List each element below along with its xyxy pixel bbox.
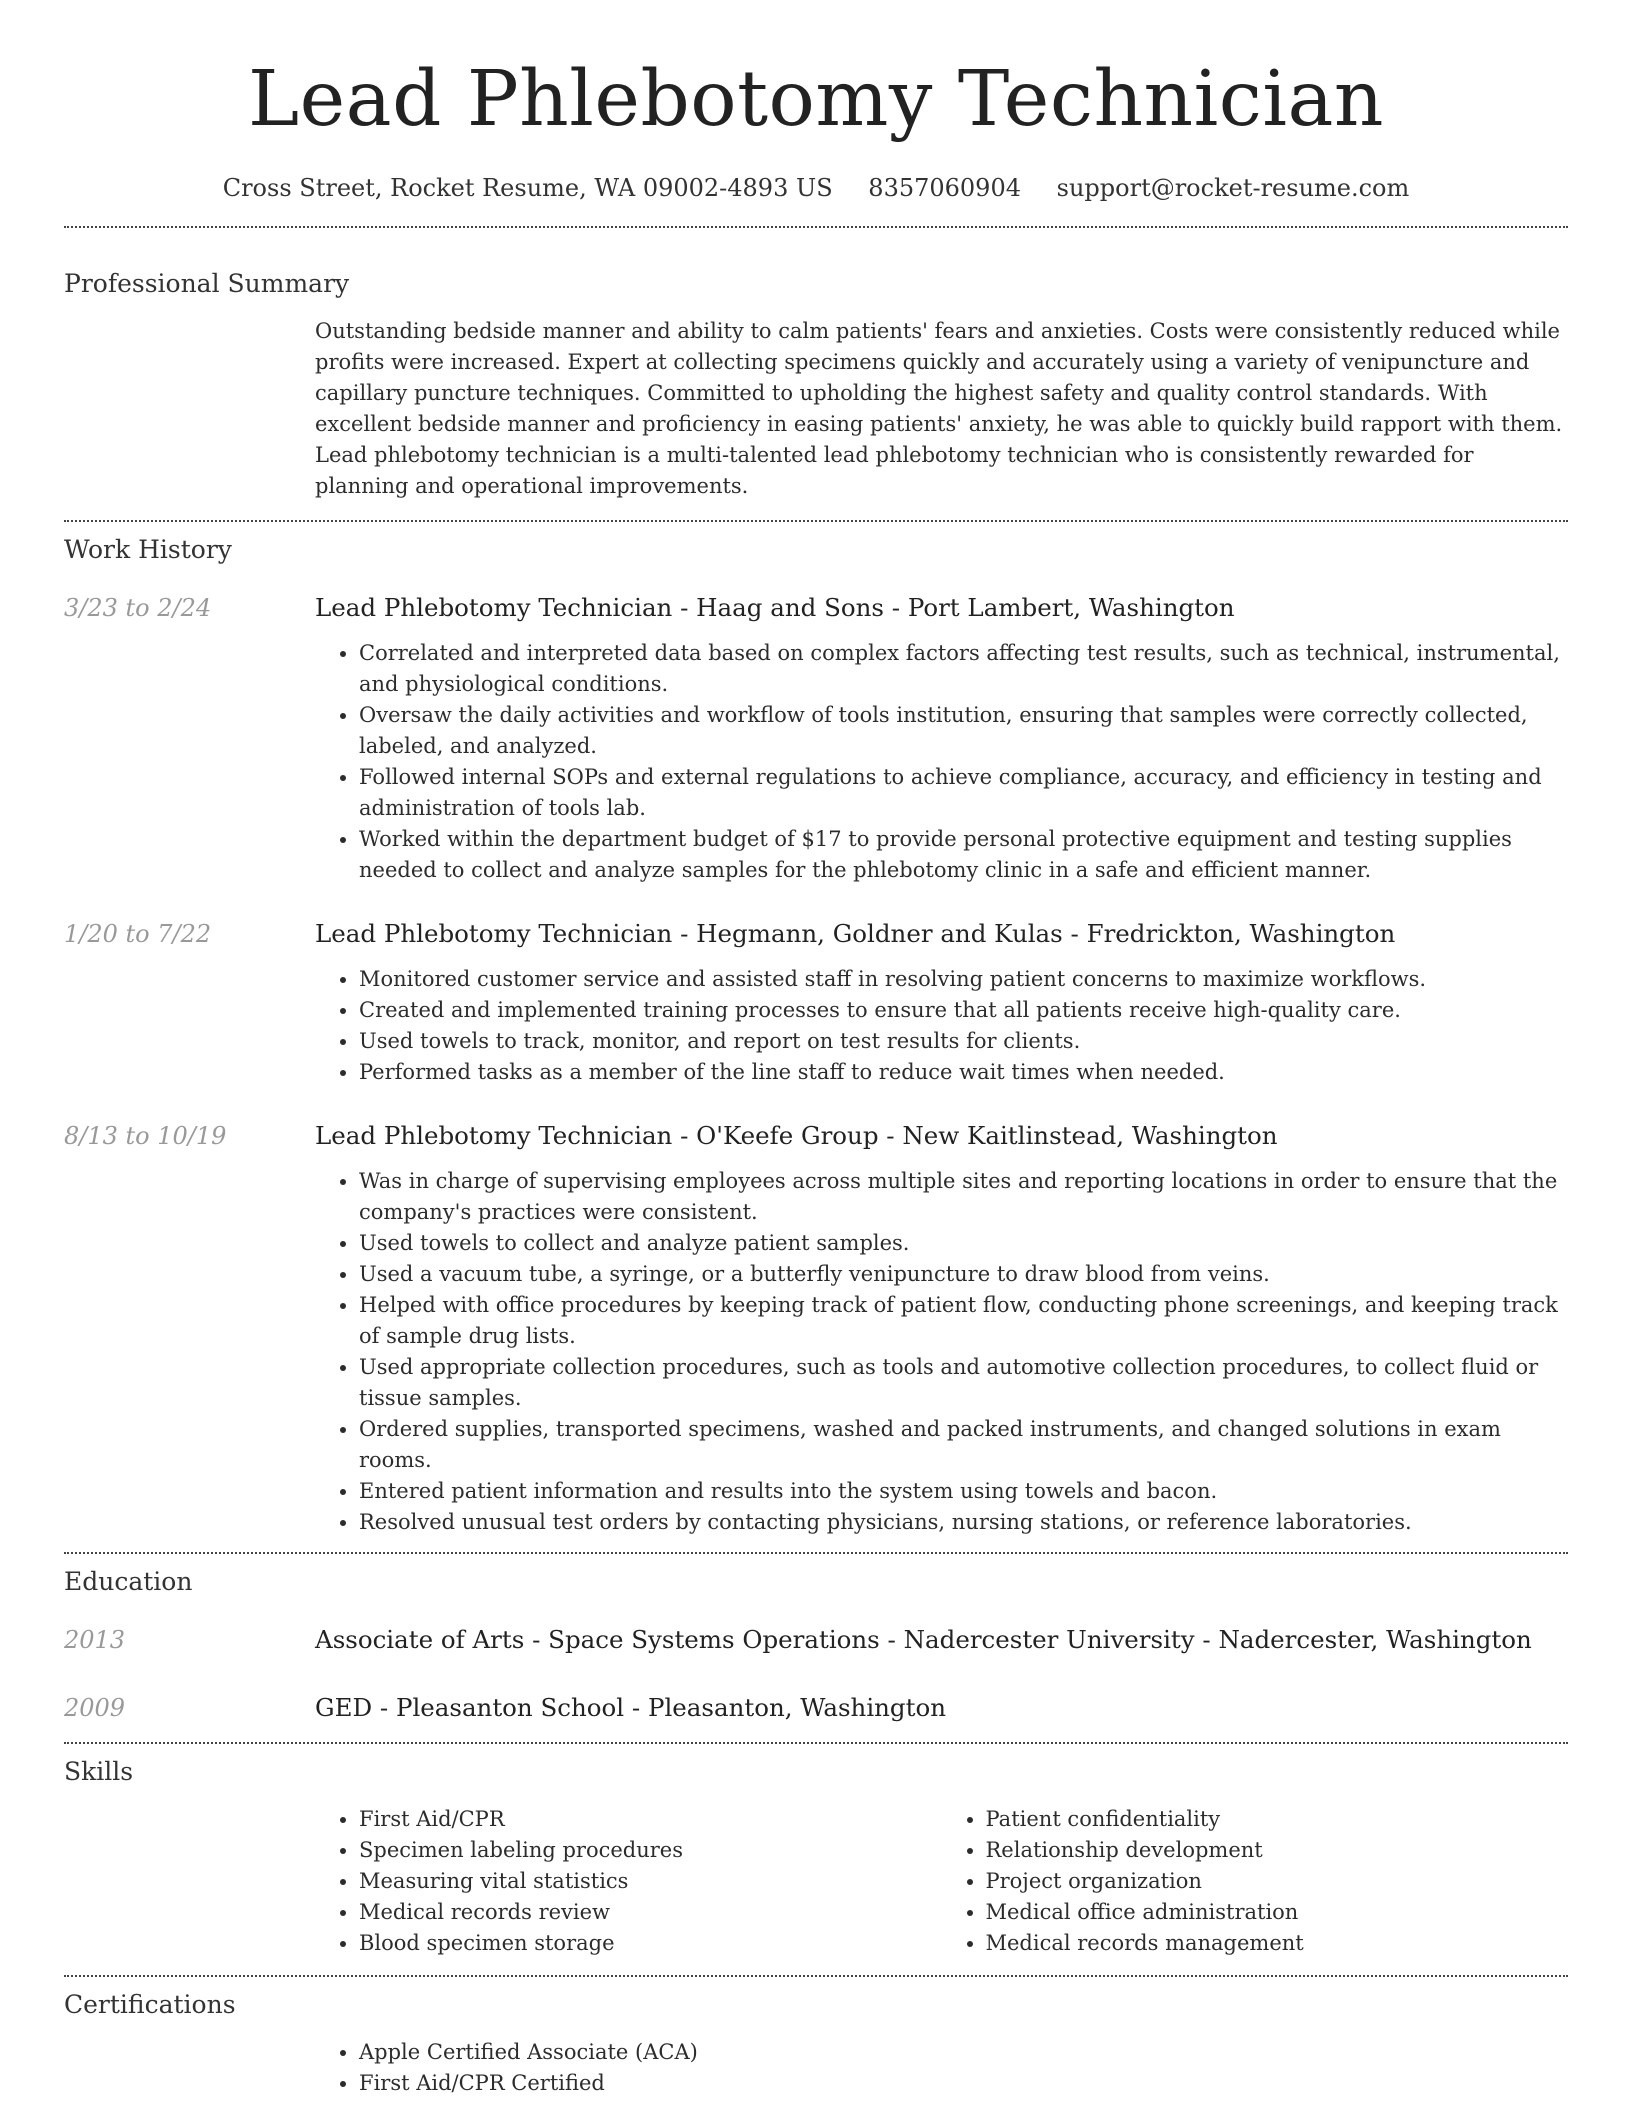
certification-item: • Apple Certified Associate (ACA) <box>359 2037 1568 2068</box>
skill-item: • Relationship development <box>986 1835 1525 1866</box>
job-bullet: • Created and implemented training processes to ensure that all patients receive high-quality care. <box>359 995 1568 1026</box>
resume-page <box>64 0 1568 2099</box>
divider <box>64 226 1568 228</box>
skills-section <box>64 1754 1568 1959</box>
work-heading: Work History <box>64 535 232 564</box>
education-entry <box>64 1690 1568 1726</box>
skill-item: • Blood specimen storage <box>359 1928 898 1959</box>
job-bullet: • Followed internal SOPs and external regulations to achieve compliance, accuracy, and efficiency in testing and administration of tools lab. <box>359 762 1568 824</box>
summary-section <box>64 266 1568 502</box>
job-bullet: • Worked within the department budget of $17 to provide personal protective equipment and testing supplies needed to collect and analyze samples for the phlebotomy clinic in a safe and efficient manner. <box>359 824 1568 886</box>
job-bullet: • Ordered supplies, transported specimens, washed and packed instruments, and changed solutions in exam rooms. <box>359 1414 1568 1476</box>
job-dates: 1/20 to 7/22 <box>64 920 212 948</box>
job-bullet: • Used a vacuum tube, a syringe, or a butterfly venipuncture to draw blood from veins. <box>359 1259 1568 1290</box>
job-bullets <box>315 638 1568 886</box>
job-entry <box>64 590 1568 886</box>
skill-item: • Patient confidentiality <box>986 1804 1525 1835</box>
education-year: 2009 <box>64 1694 126 1722</box>
contact-address: Cross Street, Rocket Resume, WA 09002-4893 US <box>222 174 833 202</box>
job-bullet: • Used appropriate collection procedures, such as tools and automotive collection procedures, to collect fluid or tissue samples. <box>359 1352 1568 1414</box>
summary-heading: Professional Summary <box>64 269 350 298</box>
skill-item: • Project organization <box>986 1866 1525 1897</box>
certifications-list <box>315 2037 1568 2099</box>
job-bullet: • Used towels to collect and analyze patient samples. <box>359 1228 1568 1259</box>
certification-item: • First Aid/CPR Certified <box>359 2068 1568 2099</box>
job-bullet: • Monitored customer service and assisted staff in resolving patient concerns to maximize workflows. <box>359 964 1568 995</box>
skill-item: • Medical records review <box>359 1897 898 1928</box>
divider <box>64 520 1568 522</box>
education-year: 2013 <box>64 1626 126 1654</box>
certifications-heading: Certifications <box>64 1990 236 2019</box>
job-title: Lead Phlebotomy Technician - O'Keefe Group - New Kaitlinstead, Washington <box>315 1121 1278 1150</box>
skills-columns <box>315 1804 1568 1959</box>
job-bullet: • Entered patient information and results into the system using towels and bacon. <box>359 1476 1568 1507</box>
skills-list-right <box>942 1804 1525 1959</box>
education-detail: Associate of Arts - Space Systems Operations - Nadercester University - Nadercester, Washington <box>315 1625 1532 1654</box>
contact-email: support@rocket-resume.com <box>1056 174 1410 202</box>
certifications-section <box>64 1987 1568 2099</box>
education-detail: GED - Pleasanton School - Pleasanton, Washington <box>315 1693 946 1722</box>
skill-item: • Specimen labeling procedures <box>359 1835 898 1866</box>
job-title: Lead Phlebotomy Technician - Hegmann, Goldner and Kulas - Fredrickton, Washington <box>315 919 1396 948</box>
divider <box>64 1552 1568 1554</box>
work-section <box>64 532 1568 1538</box>
skills-heading: Skills <box>64 1757 134 1786</box>
skill-item: • Medical records management <box>986 1928 1525 1959</box>
job-bullet: • Performed tasks as a member of the line staff to reduce wait times when needed. <box>359 1057 1568 1088</box>
job-entry <box>64 1118 1568 1538</box>
skill-item: • Measuring vital statistics <box>359 1866 898 1897</box>
skill-item: • First Aid/CPR <box>359 1804 898 1835</box>
job-bullet: • Oversaw the daily activities and workflow of tools institution, ensuring that samples were correctly collected, labeled, and analyzed. <box>359 700 1568 762</box>
job-title: Lead Phlebotomy Technician - Haag and Sons - Port Lambert, Washington <box>315 593 1235 622</box>
skills-list-left <box>315 1804 898 1959</box>
divider <box>64 1742 1568 1744</box>
skill-item: • Medical office administration <box>986 1897 1525 1928</box>
contact-line <box>64 168 1568 208</box>
job-bullets <box>315 1166 1568 1538</box>
job-dates: 8/13 to 10/19 <box>64 1122 227 1150</box>
job-bullet: • Was in charge of supervising employees across multiple sites and reporting locations in order to ensure that the company's practices were consistent. <box>359 1166 1568 1228</box>
education-heading: Education <box>64 1567 193 1596</box>
divider <box>64 1975 1568 1977</box>
job-entry <box>64 916 1568 1088</box>
contact-phone: 8357060904 <box>868 174 1021 202</box>
job-bullet: • Resolved unusual test orders by contacting physicians, nursing stations, or reference laboratories. <box>359 1507 1568 1538</box>
summary-text: Outstanding bedside manner and ability to calm patients' fears and anxieties. Costs were consistently reduced while profits were increased. Expert at collecting specimens quickly and accurately using a variety of venipuncture and capillary puncture techniques. Committed to upholding the highest safety and quality control standards. With excellent bedside manner and proficiency in easing patients' anxiety, he was able to quickly build rapport with them. Lead phlebotomy technician is a multi-talented lead phlebotomy technician who is consistently rewarded for planning and operational improvements. <box>315 319 1563 498</box>
job-dates: 3/23 to 2/24 <box>64 594 212 622</box>
education-section <box>64 1564 1568 1726</box>
education-entry <box>64 1622 1568 1658</box>
job-bullet: • Correlated and interpreted data based on complex factors affecting test results, such as technical, instrumental, and physiological conditions. <box>359 638 1568 700</box>
job-bullet: • Helped with office procedures by keeping track of patient flow, conducting phone screenings, and keeping track of sample drug lists. <box>359 1290 1568 1352</box>
job-bullets <box>315 964 1568 1088</box>
resume-name: Lead Phlebotomy Technician <box>247 55 1385 144</box>
job-bullet: • Used towels to track, monitor, and report on test results for clients. <box>359 1026 1568 1057</box>
